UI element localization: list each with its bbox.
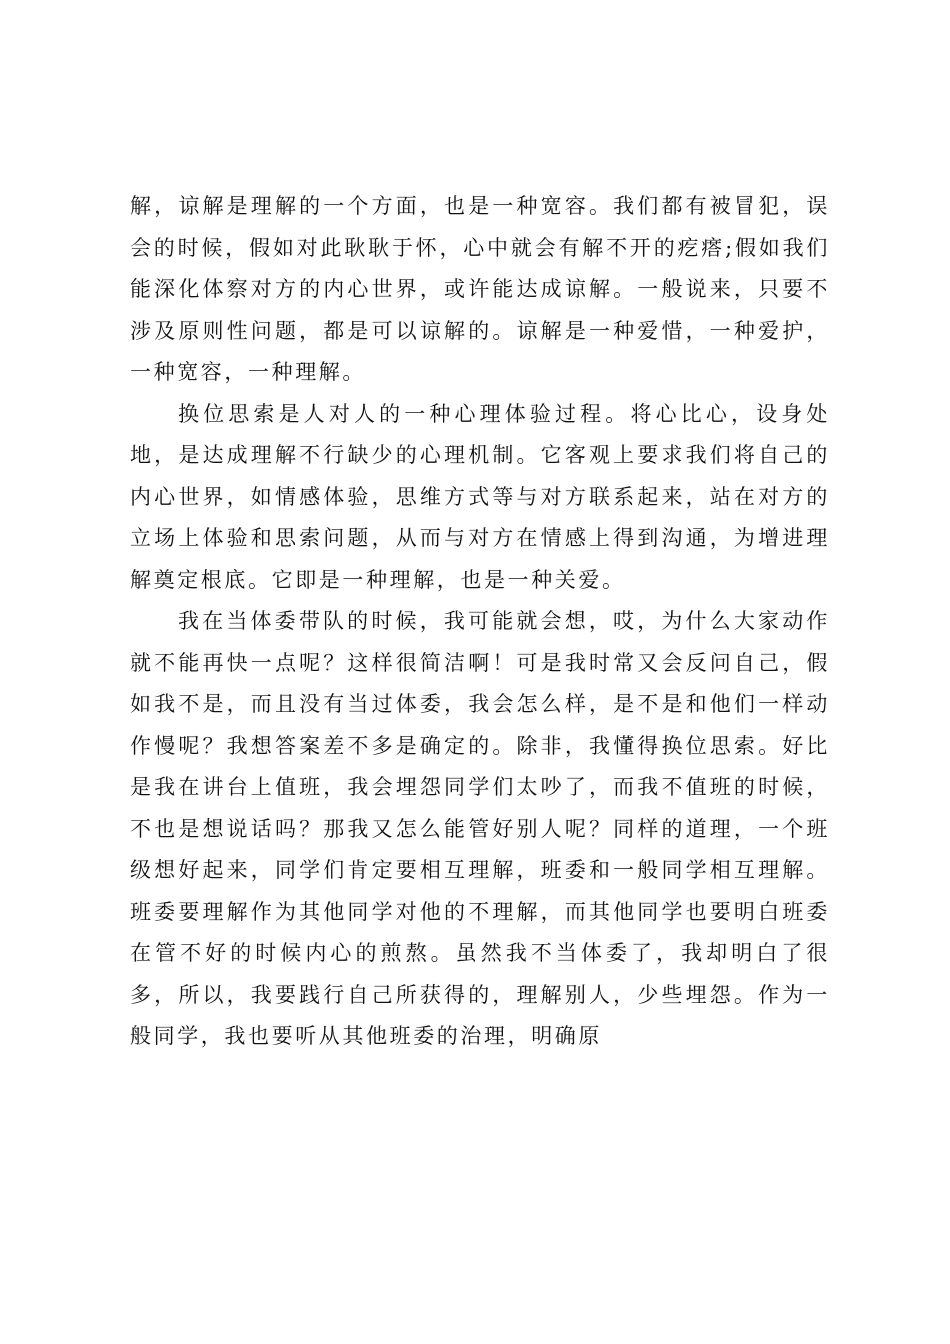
- paragraph-3: 我在当体委带队的时候，我可能就会想，哎，为什么大家动作就不能再快一点呢？这样很简洁啊！可是我时常又会反问自己，假如我不是，而且没有当过体委，我会怎么样，是不是和他们一样动作慢呢？我想答案差不多是确定的。除非，我懂得换位思索。好比是我在讲台上值班，我会埋怨同学们太吵了，而我不值班的时候，不也是想说话吗？那我又怎么能管好别人呢？同样的道理，一个班级想好起来，同学们肯定要相互理解，班委和一般同学相互理解。班委要理解作为其他同学对他的不理解，而其他同学也要明白班委在管不好的时候内心的煎熬。虽然我不当体委了，我却明白了很多，所以，我要践行自己所获得的，理解别人，少些埋怨。作为一般同学，我也要听从其他班委的治理，明确原: [130, 609, 830, 1048]
- paragraph-2: 换位思索是人对人的一种心理体验过程。将心比心，设身处地，是达成理解不行缺少的心理机制。它客观上要求我们将自己的内心世界，如情感体验，思维方式等与对方联系起来，站在对方的立场上体验和思索问题，从而与对方在情感上得到沟通，为增进理解奠定根底。它即是一种理解，也是一种关爱。: [130, 401, 830, 592]
- paragraph-1: 解，谅解是理解的一个方面，也是一种宽容。我们都有被冒犯，误会的时候，假如对此耿耿于怀，心中就会有解不开的疙瘩;假如我们能深化体察对方的内心世界，或许能达成谅解。一般说来，只要不涉及原则性问题，都是可以谅解的。谅解是一种爱惜，一种爱护，一种宽容，一种理解。: [130, 194, 830, 384]
- document-body: [130, 186, 830, 1058]
